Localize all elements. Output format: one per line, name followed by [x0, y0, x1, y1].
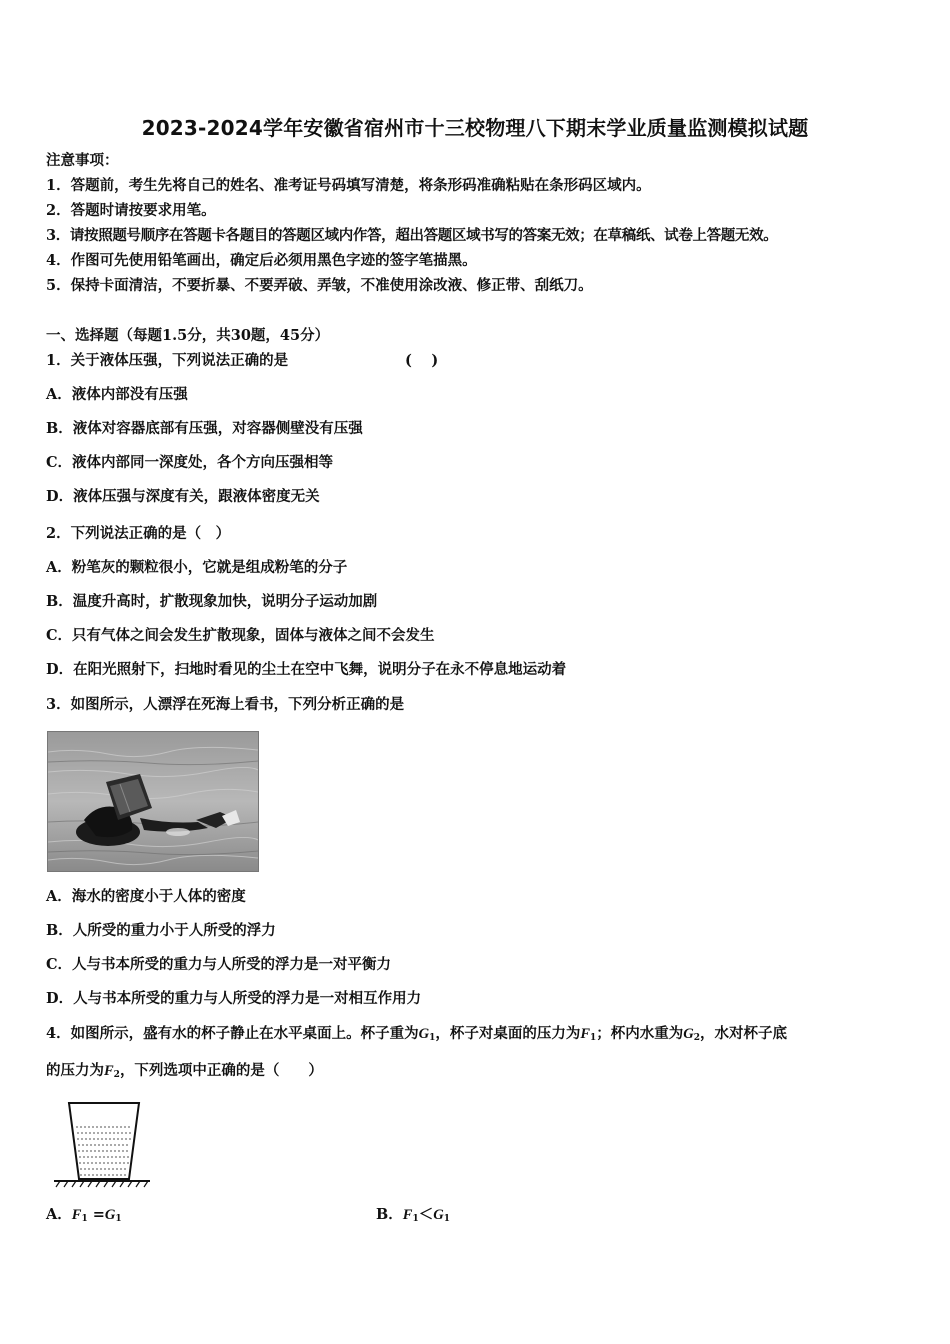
question-2-option-a: A．粉笔灰的颗粒很小，它就是组成粉笔的分子 [46, 559, 348, 576]
question-1-option-c: C．液体内部同一深度处，各个方向压强相等 [46, 454, 334, 471]
question-3-option-d: D．人与书本所受的重力与人所受的浮力是一对相互作用力 [46, 990, 422, 1007]
question-1-option-d: D．液体压强与深度有关，跟液体密度无关 [46, 488, 320, 505]
question-1-option-b: B．液体对容器底部有压强，对容器侧壁没有压强 [46, 420, 363, 437]
question-2-stem: 2．下列说法正确的是（ ） [46, 525, 231, 542]
notice-heading: 注意事项： [46, 152, 119, 169]
question-3-option-c: C．人与书本所受的重力与人所受的浮力是一对平衡力 [46, 956, 392, 973]
question-4-stem-line1: 4．如图所示，盛有水的杯子静止在水平桌面上。杯子重为$G_1$，杯子对桌面的压力为$F_1$；杯内水重为$G_2$，水对杯子底 [46, 1025, 788, 1043]
section-heading: 一、选择题（每题1.5分，共30题，45分） [46, 327, 330, 344]
question-1-stem: 1．关于液体压强，下列说法正确的是 [46, 352, 289, 369]
question-3-stem: 3．如图所示，人漂浮在死海上看书，下列分析正确的是 [46, 696, 405, 713]
question-1-option-a: A．液体内部没有压强 [46, 386, 188, 403]
question-3-option-b: B．人所受的重力小于人所受的浮力 [46, 922, 276, 939]
notice-item-2: 2．答题时请按要求用笔。 [46, 202, 216, 219]
question-4-option-a: A．$F_1 =G_1$ [46, 1206, 122, 1224]
question-4-option-b: B．$F_1<G_1$ [376, 1206, 450, 1224]
question-2-option-c: C．只有气体之间会发生扩散现象，固体与液体之间不会发生 [46, 627, 435, 644]
notice-item-3: 3．请按照题号顺序在答题卡各题目的答题区域内作答，超出答题区域书写的答案无效；在草稿纸、试卷上答题无效。 [46, 227, 778, 244]
question-1-answer-blank: ( ) [405, 352, 439, 369]
notice-item-4: 4．作图可先使用铅笔画出，确定后必须用黑色字迹的签字笔描黑。 [46, 252, 477, 269]
question-3-option-a: A．海水的密度小于人体的密度 [46, 888, 246, 905]
question-2-option-b: B．温度升高时，扩散现象加快，说明分子运动加剧 [46, 593, 378, 610]
cup-of-water-diagram [52, 1097, 154, 1191]
notice-item-5: 5．保持卡面清洁，不要折暴、不要弄破、弄皱，不准使用涂改液、修正带、刮纸刀。 [46, 277, 593, 294]
page-title: 2023-2024学年安徽省宿州市十三校物理八下期末学业质量监测模拟试题 [141, 116, 809, 140]
question-2-option-d: D．在阳光照射下，扫地时看见的尘土在空中飞舞，说明分子在永不停息地运动着 [46, 661, 567, 678]
notice-item-1: 1．答题前，考生先将自己的姓名、准考证号码填写清楚，将条形码准确粘贴在条形码区域内。 [46, 177, 651, 194]
dead-sea-floating-photo [47, 731, 259, 872]
question-4-stem-line2: 的压力为$F_2$，下列选项中正确的是（ ） [46, 1062, 323, 1080]
